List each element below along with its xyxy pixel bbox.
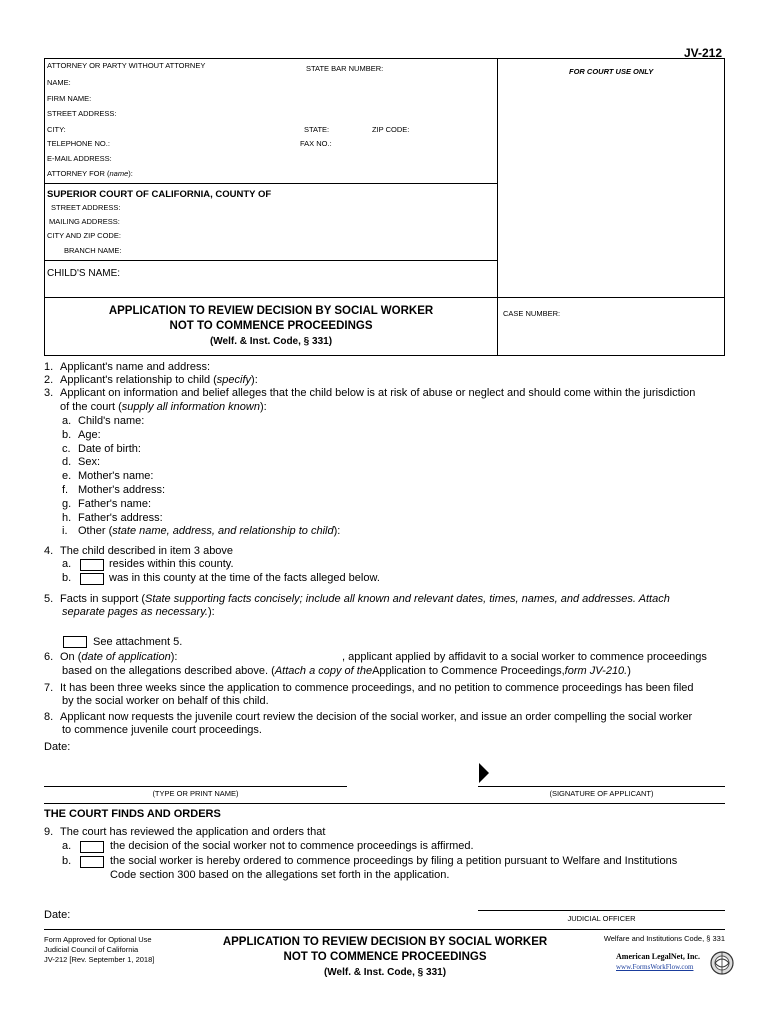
orders-heading: THE COURT FINDS AND ORDERS bbox=[44, 808, 221, 820]
brand-url[interactable]: www.FormsWorkFlow.com bbox=[616, 963, 694, 971]
item-6-date: On (date of application): bbox=[60, 651, 178, 663]
form-title: APPLICATION TO REVIEW DECISION BY SOCIAL WORKER NOT TO COMMENCE PROCEEDINGS (Welf. & Inst. Code, § 331) bbox=[108, 305, 434, 347]
item-6-cont: based on the allegations described above. ( Attach a copy of the Application to Commence Proceedings, form JV-210. ) bbox=[62, 665, 631, 677]
item-2: Applicant's relationship to child (specify): bbox=[60, 374, 258, 386]
footer-right: Welfare and Institutions Code, § 331 bbox=[603, 934, 725, 943]
court-city: CITY AND ZIP CODE: bbox=[47, 231, 121, 240]
see-attachment-checkbox[interactable] bbox=[63, 636, 87, 648]
fax-label: FAX NO.: bbox=[300, 139, 332, 148]
item-3-cont: of the court ( supply all information known ): bbox=[60, 401, 267, 413]
item-7: It has been three weeks since the application to commence proceedings, and no petition to commence proceedings has been filed bbox=[60, 682, 694, 694]
item-8-cont: to commence juvenile court proceedings. bbox=[62, 724, 262, 736]
item-9b: the social worker is hereby ordered to commence proceedings by filing a petition pursuant to Welfare and Institutions bbox=[110, 855, 678, 867]
firm-label: FIRM NAME: bbox=[47, 94, 92, 103]
orders-date-label: Date: bbox=[44, 909, 71, 921]
case-number-label: CASE NUMBER: bbox=[503, 309, 561, 318]
state-bar-label: STATE BAR NUMBER: bbox=[306, 64, 384, 73]
childs-name-label: CHILD'S NAME: bbox=[47, 268, 121, 279]
item-4a: resides within this county. bbox=[109, 558, 234, 570]
judicial-officer-label: JUDICIAL OFFICER bbox=[567, 914, 636, 923]
item-9b-cont: Code section 300 based on the allegations set forth in the application. bbox=[110, 869, 450, 881]
city-label: CITY: bbox=[47, 125, 66, 134]
attorney-for-label: ATTORNEY FOR (name): bbox=[47, 169, 133, 178]
item-5-cont: separate pages as necessary. ): bbox=[62, 606, 215, 618]
item-5: Facts in support (State supporting facts concisely; include all known and relevant dates, times, names, and addresses. Attach bbox=[60, 593, 670, 605]
state-label: STATE: bbox=[304, 125, 330, 134]
signature-label: (SIGNATURE OF APPLICANT) bbox=[549, 789, 654, 798]
brand-name: American LegalNet, Inc. bbox=[616, 952, 700, 961]
item-6-text: , applicant applied by affidavit to a social worker to commence proceedings bbox=[342, 651, 707, 663]
date-label: Date: bbox=[44, 741, 71, 753]
street-label: STREET ADDRESS: bbox=[47, 109, 117, 118]
item-4a-checkbox[interactable] bbox=[80, 559, 104, 571]
court-use-label: FOR COURT USE ONLY bbox=[569, 67, 654, 76]
signature-arrow-icon bbox=[478, 762, 490, 784]
brand-block bbox=[616, 952, 710, 972]
globe-logo-icon bbox=[710, 951, 734, 975]
footer-title: APPLICATION TO REVIEW DECISION BY SOCIAL WORKER NOT TO COMMENCE PROCEEDINGS (Welf. & Inst. Code, § 331) bbox=[222, 936, 548, 978]
type-name-label: (TYPE OR PRINT NAME) bbox=[152, 789, 239, 798]
court-branch: BRANCH NAME: bbox=[64, 246, 122, 255]
item-9a-checkbox[interactable] bbox=[80, 841, 104, 853]
court-title: SUPERIOR COURT OF CALIFORNIA, COUNTY OF bbox=[47, 189, 272, 200]
item-4: The child described in item 3 above bbox=[60, 545, 234, 557]
item-7-cont: by the social worker on behalf of this child. bbox=[62, 695, 269, 707]
footer-left: Form Approved for Optional Use Judicial Council of California JV-212 [Rev. September 1, 2018] bbox=[44, 935, 155, 964]
court-mailing: MAILING ADDRESS: bbox=[49, 217, 120, 226]
item-9: The court has reviewed the application and orders that bbox=[60, 826, 326, 838]
item-9b-checkbox[interactable] bbox=[80, 856, 104, 868]
name-label: NAME: bbox=[47, 78, 71, 87]
court-street: STREET ADDRESS: bbox=[51, 203, 121, 212]
form-id: JV-212 bbox=[684, 46, 723, 60]
email-label: E-MAIL ADDRESS: bbox=[47, 154, 112, 163]
attorney-label: ATTORNEY OR PARTY WITHOUT ATTORNEY bbox=[47, 61, 206, 70]
item-8: Applicant now requests the juvenile court review the decision of the social worker, and issue an order compelling the social worker bbox=[60, 711, 693, 723]
phone-label: TELEPHONE NO.: bbox=[47, 139, 110, 148]
item-9a: the decision of the social worker not to commence proceedings is affirmed. bbox=[110, 840, 474, 852]
item-4b-checkbox[interactable] bbox=[80, 573, 104, 585]
item-3-subitems: a. Child's name: b. Age: c. Date of birth: d. Sex: e. Mother's name: f. Mother's address: g. Father's name: h. Father's address: i. Other (state name, address, and relationship to child): bbox=[62, 415, 341, 538]
see-attachment-label: See attachment 5. bbox=[93, 636, 183, 648]
item-4b: was in this county at the time of the facts alleged below. bbox=[109, 572, 380, 584]
zip-label: ZIP CODE: bbox=[372, 125, 410, 134]
item-3: Applicant on information and belief alleges that the child below is at risk of abuse or neglect and should come within the jurisdiction bbox=[60, 387, 696, 399]
item-1: Applicant's name and address: bbox=[60, 361, 211, 373]
